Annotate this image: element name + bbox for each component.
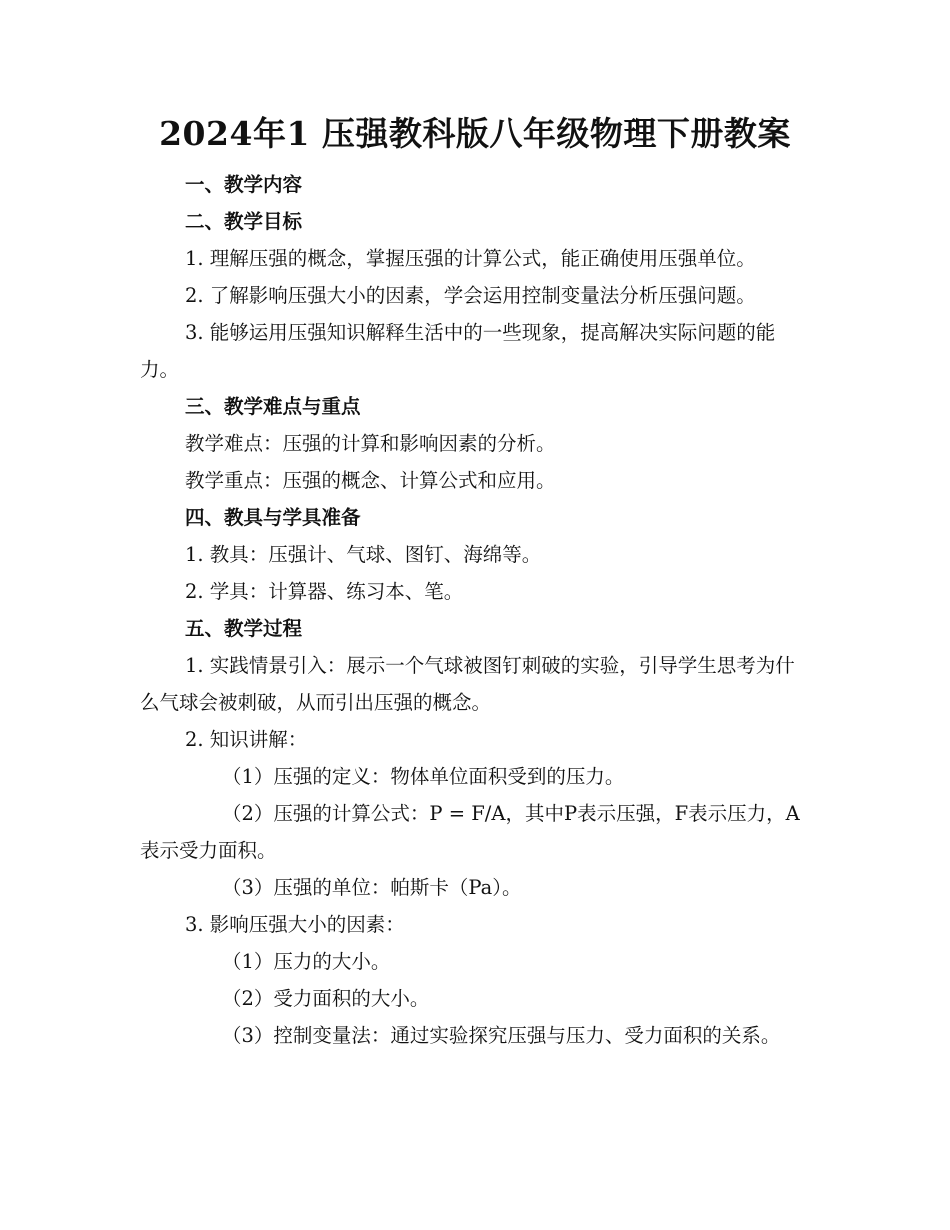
section-heading-difficulties: 三、教学难点与重点 bbox=[185, 395, 361, 418]
document-body bbox=[140, 166, 810, 1054]
process-item-3: 3. 影响压强大小的因素： bbox=[185, 913, 405, 936]
factor-item-area: （2）受力面积的大小。 bbox=[222, 987, 430, 1010]
process-subitem-formula: （2）压强的计算公式：P = F/A，其中P表示压强，F表示压力，A表示受力面积。 bbox=[140, 802, 800, 862]
factor-item-force: （1）压力的大小。 bbox=[222, 950, 391, 973]
objective-item-1: 1. 理解压强的概念，掌握压强的计算公式，能正确使用压强单位。 bbox=[185, 247, 756, 270]
objective-item-2: 2. 了解影响压强大小的因素，学会运用控制变量法分析压强问题。 bbox=[185, 284, 756, 307]
process-item-2: 2. 知识讲解： bbox=[185, 728, 308, 751]
section-heading-objectives: 二、教学目标 bbox=[185, 210, 303, 233]
section-heading-process: 五、教学过程 bbox=[185, 617, 303, 640]
key-point-paragraph: 教学重点：压强的概念、计算公式和应用。 bbox=[185, 469, 556, 492]
difficulty-paragraph: 教学难点：压强的计算和影响因素的分析。 bbox=[185, 432, 556, 455]
teaching-aids-item: 1. 教具：压强计、气球、图钉、海绵等。 bbox=[185, 543, 542, 566]
process-subitem-unit: （3）压强的单位：帕斯卡（Pa）。 bbox=[222, 876, 522, 899]
process-subitem-definition: （1）压强的定义：物体单位面积受到的压力。 bbox=[222, 765, 625, 788]
factor-item-control-variable: （3）控制变量法：通过实验探究压强与压力、受力面积的关系。 bbox=[222, 1024, 781, 1047]
objective-item-3: 3. 能够运用压强知识解释生活中的一些现象，提高解决实际问题的能力。 bbox=[140, 321, 776, 381]
section-heading-content: 一、教学内容 bbox=[185, 173, 303, 196]
section-heading-materials: 四、教具与学具准备 bbox=[185, 506, 361, 529]
learning-aids-item: 2. 学具：计算器、练习本、笔。 bbox=[185, 580, 464, 603]
document-title: 2024年1 压强教科版八年级物理下册教案 bbox=[159, 114, 791, 153]
process-item-1: 1. 实践情景引入：展示一个气球被图钉刺破的实验，引导学生思考为什么气球会被刺破，从而引出压强的概念。 bbox=[140, 654, 795, 714]
